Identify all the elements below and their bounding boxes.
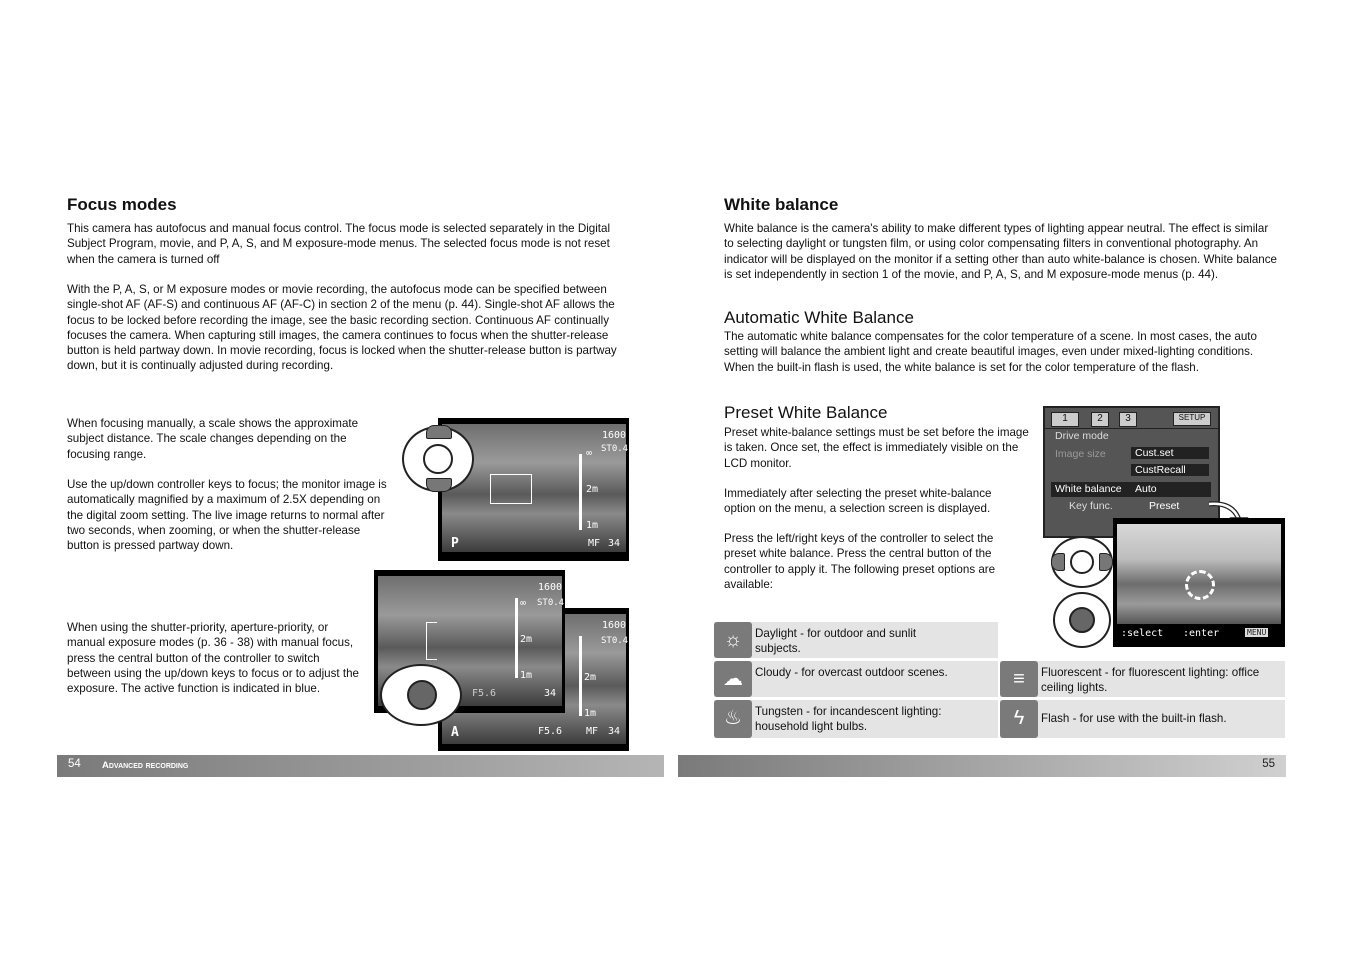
- menu-tab-2: 2: [1091, 412, 1109, 427]
- distance-scale: [579, 454, 582, 530]
- footer-bar-left: [57, 755, 664, 777]
- exposure-mode: P: [451, 536, 459, 551]
- menu-value-custset: Cust.set: [1131, 447, 1209, 459]
- right-key: [1099, 553, 1113, 571]
- wb-para-2: The automatic white balance compensates for the color temperature of a scene. In most cases, the auto setting will balance the ambient light and create beautiful images, even under mixed-lighting conditions. When the built-in flash is used, the white balance is set for the color temperature of the flash.: [724, 330, 1257, 374]
- dist-infinity: ∞: [520, 598, 527, 609]
- wb-para-1: White balance is the camera's ability to make different types of lighting appear neutral. The effect is similar to selecting daylight or tungsten film, or using color compensating filters in conventional photography. An indicator will be displayed on the monitor if a setting other than auto white-balance is chosen. White balance is set independently in section 1 of the movie, and P, A, S, and M exposure-mode menus (p. 44).: [724, 222, 1277, 281]
- preset-wb-heading: Preset White Balance: [724, 403, 888, 422]
- frame-counter: 34: [544, 688, 557, 699]
- focus-modes-title: Focus modes: [67, 195, 177, 214]
- select-hint: :select: [1121, 628, 1164, 639]
- focus-para-1: This camera has autofocus and manual focus control. The focus mode is selected separately in the Digital Subject Program, movie, and P, A, S, and M exposure-mode menus. The selected focus mode is not reset when the camera is turned off: [67, 222, 611, 266]
- iso-sub: ST0.4: [537, 598, 565, 608]
- exposure-mode: A: [451, 725, 459, 740]
- down-key: [426, 478, 452, 492]
- menu-tab-1: 1: [1051, 412, 1079, 427]
- section-label: Advanced recording: [102, 760, 189, 771]
- preset-row-tungsten: [714, 700, 998, 738]
- page-number-right: 55: [1262, 758, 1275, 770]
- menu-value-custrecall: CustRecall: [1131, 464, 1209, 476]
- focus-para-4: Use the up/down controller keys to focus; the monitor image is automatically magnified by a maximum of 2.5X depending on the digital zoom setting. The live image returns to normal after two seconds, when zooming, or when the shutter-release button is pressed partway down.: [67, 478, 387, 553]
- dist-1m: 1m: [586, 520, 599, 531]
- wb-para-4: Immediately after selecting the preset white-balance option on the menu, a selection screen is displayed.: [724, 487, 992, 516]
- dist-1m: 1m: [584, 708, 597, 719]
- focus-para-2: With the P, A, S, or M exposure modes or movie recording, the autofocus mode can be specified between single-shot AF (AF-S) and continuous AF (AF-C) in section 2 of the menu (p. 44). Single-shot AF allows the focus to be locked before recording the image, see the basic recording section. Continuous AF continually focuses the camera. When capturing still images, the camera continues to focus when the shutter-release button is held partway down. In movie recording, focus is locked when the shutter-release button is partway down, but it is continually adjusted during recording.: [67, 283, 617, 373]
- white-balance-title: White balance: [724, 195, 839, 214]
- fluorescent-text: Fluorescent - for fluorescent lighting: office ceiling lights.: [1041, 666, 1260, 694]
- cloudy-icon: ☁: [714, 661, 752, 697]
- tungsten-text: Tungsten - for incandescent lighting: household light bulbs.: [755, 705, 942, 733]
- menu-item-drive-mode: Drive mode: [1055, 430, 1109, 442]
- iso-sub: ST0.4: [601, 444, 629, 454]
- mf-indicator: MF: [588, 538, 601, 549]
- fluorescent-icon: ≡: [1000, 661, 1038, 697]
- daylight-text: Daylight - for outdoor and sunlit subjects.: [755, 627, 917, 655]
- preset-row-fluorescent: [1000, 661, 1285, 697]
- dist-2m: 2m: [584, 672, 597, 683]
- cloudy-text: Cloudy - for overcast outdoor scenes.: [755, 666, 948, 679]
- mf-indicator: MF: [586, 726, 599, 737]
- page-number-left: 54: [68, 758, 81, 770]
- center-button: [1070, 550, 1094, 574]
- menu-item-white-balance: White balance: [1055, 483, 1122, 495]
- up-key: [426, 425, 452, 439]
- aperture-value: F5.6: [472, 688, 497, 699]
- iso-readout: 1600: [602, 430, 627, 441]
- menu-tab-setup: SETUP: [1173, 412, 1211, 426]
- menu-item-image-size: Image size: [1055, 448, 1106, 460]
- center-button-active: [1069, 607, 1095, 633]
- tungsten-icon: ♨: [714, 700, 752, 738]
- auto-wb-heading: Automatic White Balance: [724, 308, 914, 327]
- wb-preview-screen: [1113, 518, 1285, 647]
- iso-sub: ST0.4: [601, 636, 629, 646]
- preset-row-daylight: [714, 622, 998, 658]
- preset-row-flash: [1000, 700, 1285, 738]
- daylight-selector-icon: [1185, 570, 1215, 600]
- focus-frame: [490, 474, 532, 504]
- frame-counter: 34: [608, 538, 621, 549]
- controller-dpad-3: [1051, 536, 1113, 588]
- controller-dpad-1: [402, 426, 474, 492]
- enter-hint: :enter: [1183, 628, 1220, 639]
- frame-counter: 34: [608, 726, 621, 737]
- iso-readout: 1600: [538, 582, 563, 593]
- dist-1m: 1m: [520, 670, 533, 681]
- daylight-icon: ☼: [714, 622, 752, 658]
- wb-para-5: Press the left/right keys of the controller to select the preset white balance. Press the central button of the controller to apply it. The following preset options are available:: [724, 532, 996, 591]
- center-button: [423, 444, 453, 474]
- focus-para-5: When using the shutter-priority, aperture-priority, or manual exposure modes (p. 36 - 38) with manual focus, press the central button of the controller to switch between using the up/down keys to focus or to adjust the exposure. The active function is indicated in blue.: [67, 621, 359, 696]
- menu-tab-3: 3: [1119, 412, 1137, 427]
- left-key: [1051, 553, 1065, 571]
- menu-button-label: MENU: [1247, 628, 1267, 637]
- controller-dpad-2: [380, 664, 462, 726]
- footer-bar-right: [678, 755, 1286, 777]
- menu-item-key-func: Key func.: [1069, 500, 1113, 512]
- flash-icon: ϟ: [1000, 700, 1038, 738]
- wb-para-3: Preset white-balance settings must be set before the image is taken. Once set, the effect is immediately visible on the LCD monitor.: [724, 426, 1029, 470]
- dist-infinity: ∞: [586, 448, 593, 459]
- center-button-active: [407, 680, 437, 710]
- dist-2m: 2m: [586, 484, 599, 495]
- aperture-value: F5.6: [538, 726, 563, 737]
- menu-value-auto: Auto: [1135, 483, 1157, 495]
- preset-row-cloudy: [714, 661, 998, 697]
- dist-2m: 2m: [520, 634, 533, 645]
- focus-para-3: When focusing manually, a scale shows the approximate subject distance. The scale changes depending on the focusing range.: [67, 417, 359, 461]
- menu-value-preset: Preset: [1149, 500, 1180, 512]
- flash-text: Flash - for use with the built-in flash.: [1041, 712, 1227, 725]
- controller-dpad-4: [1053, 592, 1111, 648]
- iso-readout: 1600: [602, 620, 627, 631]
